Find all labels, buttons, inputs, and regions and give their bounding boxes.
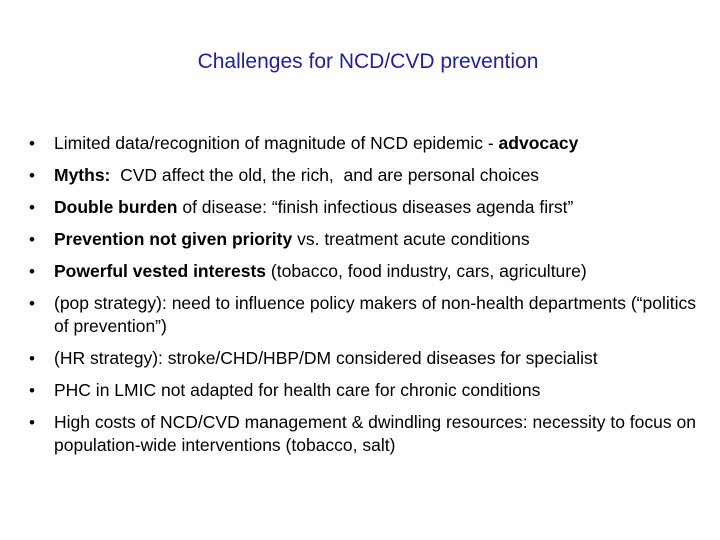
bullet-item — [29, 292, 699, 338]
bullet-dot-icon: • — [29, 230, 35, 249]
bullet-text-post: CVD affect the old, the rich, and are personal choices — [110, 165, 540, 185]
bullet-dot-icon: • — [29, 198, 35, 217]
bullet-bold-text: Myths: — [54, 165, 111, 185]
bullet-text-post: of disease: “finish infectious diseases agenda first” — [177, 197, 574, 217]
bullet-dot-icon: • — [29, 413, 35, 432]
bullet-item — [29, 379, 699, 402]
bullet-item — [29, 411, 699, 457]
bullet-item — [29, 347, 699, 370]
bullet-bold-text: Double burden — [54, 197, 178, 217]
bullet-dot-icon: • — [29, 294, 35, 313]
bullet-item — [29, 196, 699, 219]
bullet-text: (HR strategy): stroke/CHD/HBP/DM considered diseases for specialist — [54, 348, 598, 368]
bullet-dot-icon: • — [29, 381, 35, 400]
bullet-text: Limited data/recognition of magnitude of NCD epidemic - — [54, 133, 499, 153]
bullet-text-post: vs. treatment acute conditions — [292, 229, 530, 249]
bullet-item — [29, 164, 699, 187]
bullet-dot-icon: • — [29, 166, 35, 185]
bullet-text: PHC in LMIC not adapted for health care for chronic conditions — [54, 380, 541, 400]
bullet-item — [29, 132, 699, 155]
bullet-dot-icon: • — [29, 349, 35, 368]
bullet-item — [29, 228, 699, 251]
bullet-bold-text: Prevention not given priority — [54, 229, 293, 249]
bullet-dot-icon: • — [29, 262, 35, 281]
bullet-dot-icon: • — [29, 134, 35, 153]
bullet-text: (pop strategy): need to influence policy makers of non-health departments (“politics of prevention”) — [54, 293, 696, 336]
slide-title: Challenges for NCD/CVD prevention — [197, 50, 539, 73]
bullet-list — [29, 132, 699, 466]
bullet-text: High costs of NCD/CVD management & dwindling resources: necessity to focus on population-wide interventions (tobacco, salt) — [54, 412, 696, 455]
bullet-text-post: (tobacco, food industry, cars, agriculture) — [266, 261, 587, 281]
bullet-bold-text: advocacy — [498, 133, 579, 153]
bullet-bold-text: Powerful vested interests — [54, 261, 267, 281]
bullet-item — [29, 260, 699, 283]
